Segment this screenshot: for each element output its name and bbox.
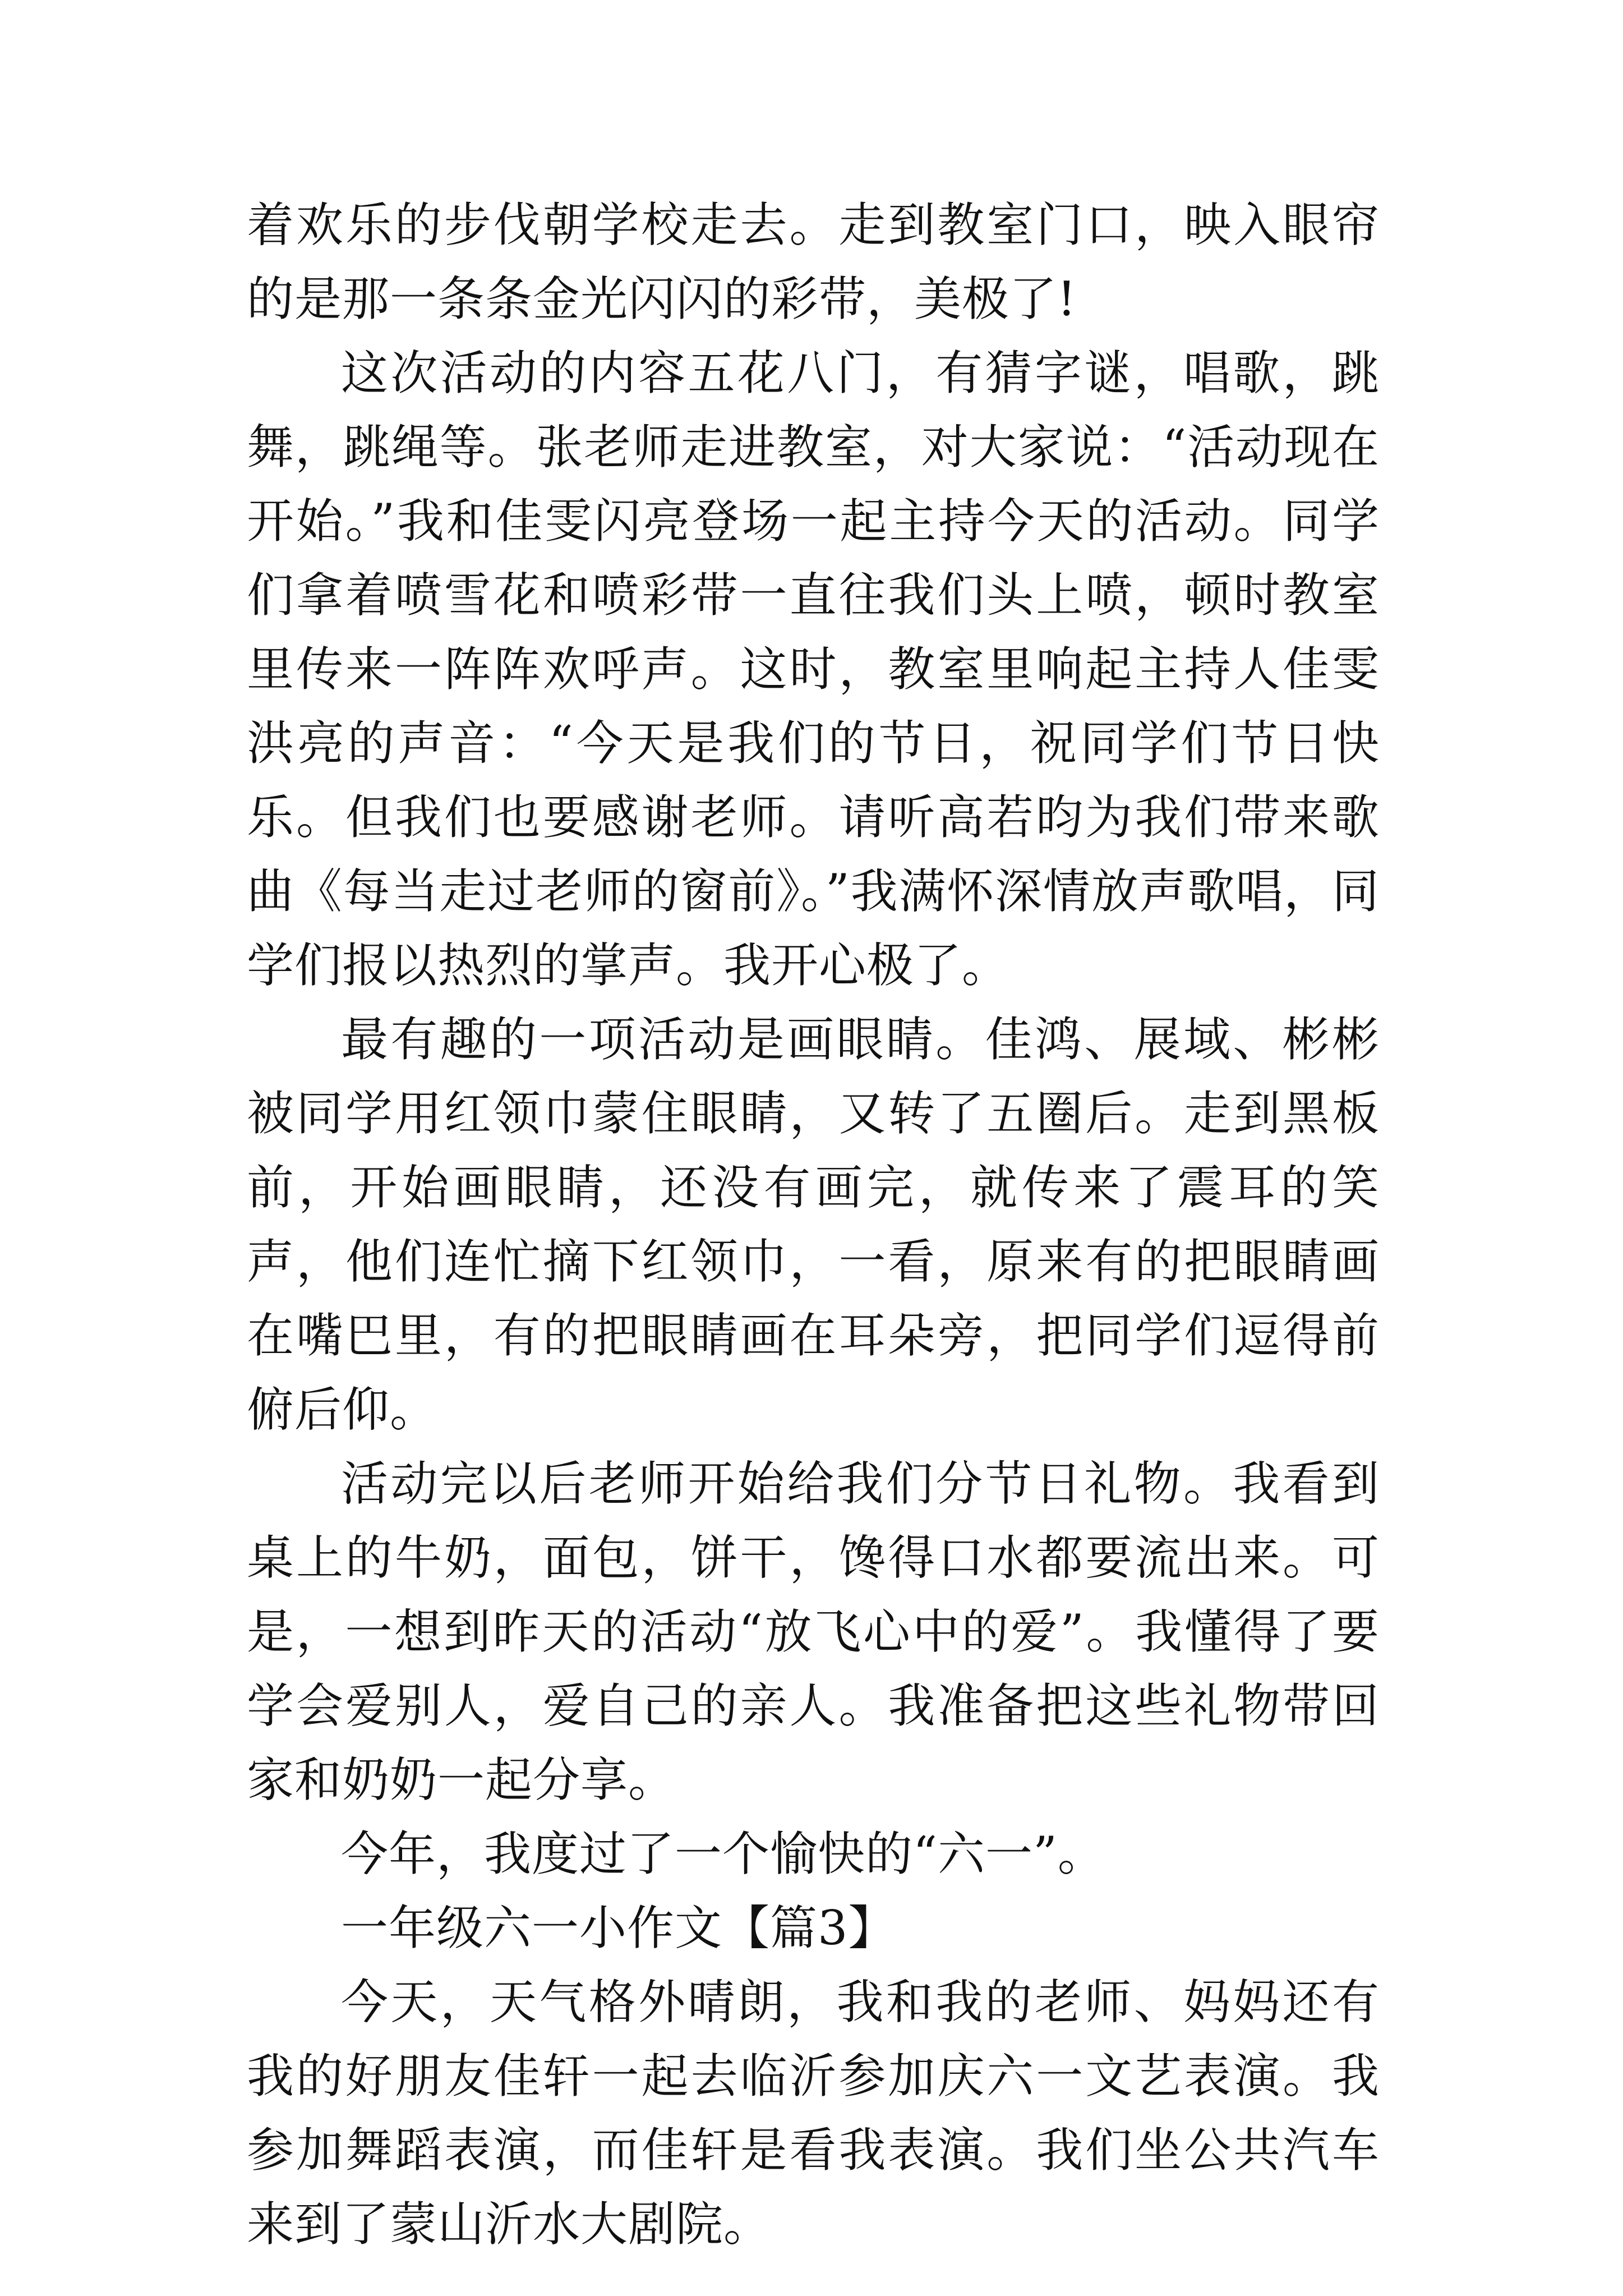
section-heading: 一年级六一小作文【篇3】 bbox=[341, 1901, 896, 1955]
paragraph-continuation: 着欢乐的步伐朝学校走去。走到教室门口，映入眼帘的是那一条条金光闪闪的彩带，美极了! bbox=[247, 197, 1380, 326]
paragraph-conclusion: 今年，我度过了一个愉快的“六一”。 bbox=[341, 1826, 1105, 1881]
paragraph-gifts: 活动完以后老师开始给我们分节日礼物。我看到桌上的牛奶，面包，饼干，馋得口水都要流出来。可是，一想到昨天的活动“放飞心中的爱”。我懂得了要学会爱别人，爱自己的亲人。我准备把这些礼物带回家和奶奶一起分享。 bbox=[247, 1456, 1380, 1807]
paragraph-draw-eyes: 最有趣的一项活动是画眼睛。佳鸿、展域、彬彬被同学用红领巾蒙住眼睛，又转了五圈后。走到黑板前，开始画眼睛，还没有画完，就传来了震耳的笑声，他们连忙摘下红领巾，一看，原来有的把眼睛画在嘴巴里，有的把眼睛画在耳朵旁，把同学们逗得前俯后仰。 bbox=[247, 1012, 1380, 1437]
paragraph-essay-3-opening: 今天，天气格外晴朗，我和我的老师、妈妈还有我的好朋友佳轩一起去临沂参加庆六一文艺表演。我参加舞蹈表演，而佳轩是看我表演。我们坐公共汽车来到了蒙山沂水大剧院。 bbox=[247, 1975, 1380, 2252]
essay-text-block bbox=[247, 188, 1380, 2261]
paragraph-activities: 这次活动的内容五花八门，有猜字谜，唱歌，跳舞，跳绳等。张老师走进教室，对大家说：“活动现在开始。”我和佳雯闪亮登场一起主持今天的活动。同学们拿着喷雪花和喷彩带一直往我们头上喷，顿时教室里传来一阵阵欢呼声。这时，教室里响起主持人佳雯洪亮的声音：“今天是我们的节日，祝同学们节日快乐。但我们也要感谢老师。请听高若昀为我们带来歌曲《每当走过老师的窗前》。”我满怀深情放声歌唱，同学们报以热烈的掌声。我开心极了。 bbox=[247, 346, 1380, 993]
